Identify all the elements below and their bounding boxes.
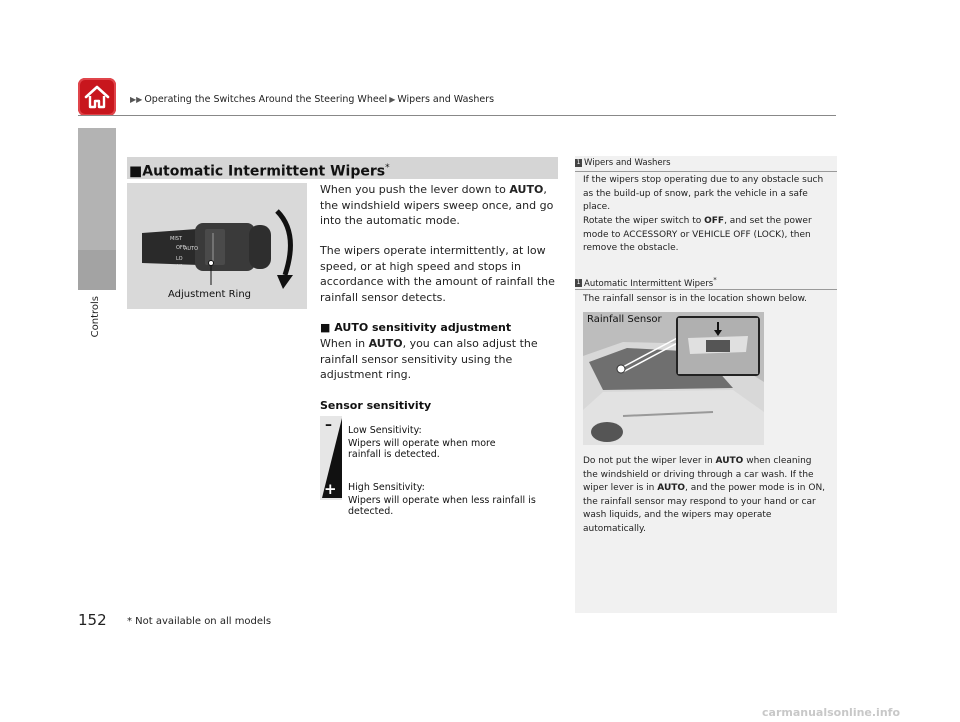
lever-label-off: OFF (176, 245, 186, 251)
text: When you push the lever down to (320, 183, 510, 196)
section-title (127, 157, 558, 179)
note-auto-p1: The rainfall sensor is in the location shown below. (583, 294, 808, 304)
rainfall-sensor-label: Rainfall Sensor (587, 314, 662, 325)
note-title-text: Automatic Intermittent Wipers (584, 278, 714, 289)
chapter-label: Controls (90, 296, 101, 338)
auto-keyword: AUTO (715, 456, 744, 466)
minus-icon: – (325, 417, 332, 433)
note-divider (575, 171, 837, 172)
sensor-sensitivity-heading: Sensor sensitivity (320, 399, 432, 412)
breadcrumb-link-switches[interactable]: Operating the Switches Around the Steering Wheel (144, 94, 388, 105)
low-sensitivity-text: Wipers will operate when more rainfall is detected. (348, 438, 496, 460)
home-icon (83, 83, 111, 111)
plus-icon: + (324, 480, 337, 498)
header-divider (78, 115, 836, 116)
sensor-closeup-inset (676, 316, 760, 376)
note-auto-p2 (583, 455, 829, 536)
note-title-text: Wipers and Washers (584, 158, 671, 168)
footnote-marker: * (713, 276, 717, 284)
breadcrumb (128, 94, 494, 105)
text: , you can also adjust the rainfall sensor sensitivity using the adjustment ring. (320, 337, 538, 381)
section-bullet: ■ (129, 163, 143, 180)
off-keyword: OFF (704, 216, 725, 226)
text: When in (320, 337, 369, 350)
note-divider (575, 289, 837, 290)
text: , and the power mode is in ON, the rainfall sensor may respond to your hand or car wash liquids, and the wipers may operate automatically. (583, 483, 826, 534)
text: , and set the power mode to ACCESSORY or VEHICLE OFF (LOCK), then remove the obstacle. (583, 216, 812, 253)
note-number-badge: 1 (576, 158, 581, 166)
lever-label-auto: AUTO (184, 246, 199, 252)
high-sensitivity-title: High Sensitivity: (348, 482, 425, 493)
auto-keyword: AUTO (509, 183, 544, 196)
footnote-availability: * Not available on all models (127, 616, 272, 627)
note-wipers-p2 (583, 215, 829, 256)
adjustment-ring-caption: Adjustment Ring (168, 289, 252, 300)
lever-label-hi: HI (177, 264, 183, 270)
text: Rotate the wiper switch to (583, 216, 705, 226)
paragraph-adjustment (320, 336, 562, 383)
high-sensitivity-text: Wipers will operate when less rainfall is detected. (348, 495, 536, 517)
lever-label-mist: MIST (170, 236, 183, 242)
chapter-tab-active[interactable] (78, 250, 116, 290)
footnote-marker: * (385, 163, 390, 173)
text: Do not put the wiper lever in (583, 456, 716, 466)
subheading-sensitivity: ■ AUTO sensitivity adjustment (320, 321, 512, 334)
section-title-text: Automatic Intermittent Wipers (142, 163, 386, 180)
watermark: carmanualsonline.info (762, 706, 900, 719)
page-number: 152 (78, 611, 107, 629)
paragraph-intermittent: The wipers operate intermittently, at low speed, or at high speed and stops in accordance with the amount of rainfall the rainfall sensor detects. (320, 244, 555, 304)
breadcrumb-arrow-icon: ▶ (389, 95, 396, 104)
note-wipers-p1: If the wipers stop operating due to any obstacle such as the build-up of snow, park the vehicle in a safe place. (583, 175, 824, 212)
note-number-badge: 1 (576, 279, 581, 287)
auto-keyword: AUTO (657, 483, 686, 493)
breadcrumb-arrow-icon: ▶▶ (130, 95, 143, 104)
chapter-tab (78, 128, 116, 250)
paragraph-auto-mode (320, 182, 562, 229)
sensitivity-scale (320, 416, 342, 504)
text: , the windshield wipers sweep once, and go into the automatic mode. (320, 183, 554, 227)
home-button[interactable] (78, 78, 116, 116)
lever-label-lo: LO (176, 256, 183, 262)
note-title-wipers (575, 158, 671, 168)
breadcrumb-link-wipers[interactable]: Wipers and Washers (397, 94, 495, 105)
low-sensitivity-title: Low Sensitivity: (348, 425, 422, 436)
note-title-auto-wipers (575, 276, 717, 289)
auto-keyword: AUTO (368, 337, 403, 350)
text: when cleaning the windshield or driving through a car wash. If the wiper lever is in (583, 456, 814, 493)
